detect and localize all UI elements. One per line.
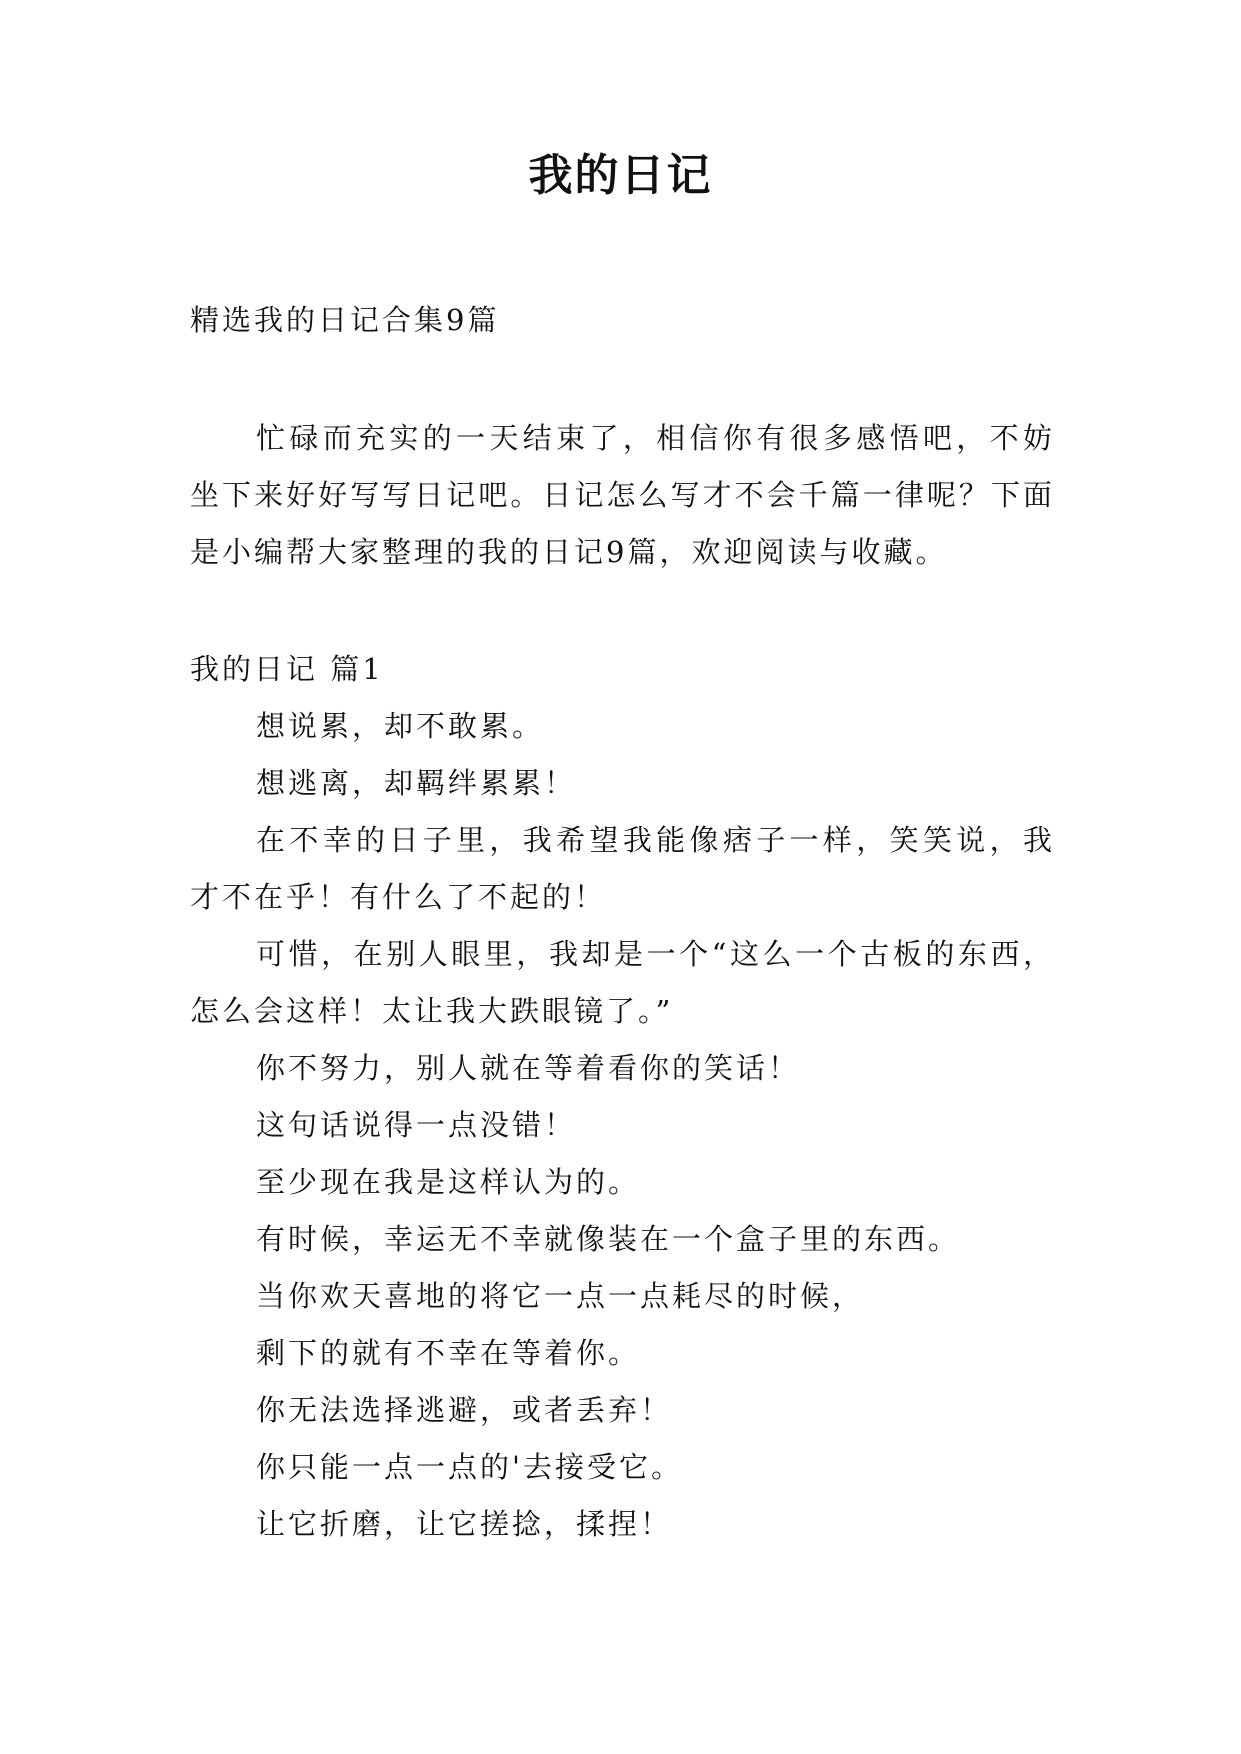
document-body — [190, 290, 1055, 1553]
diary-paragraph: 可惜，在别人眼里，我却是一个“这么一个古板的东西，怎么会这样！太让我大跌眼镜了。” — [190, 937, 1055, 1028]
diary-paragraph: 想说累，却不敢累。 — [256, 709, 545, 743]
diary-paragraph: 至少现在我是这样认为的。 — [256, 1165, 641, 1199]
diary-paragraph: 你无法选择逃避，或者丢弃！ — [256, 1393, 673, 1427]
section-heading: 我的日记 篇1 — [190, 652, 384, 686]
diary-paragraph: 想逃离，却羁绊累累！ — [256, 766, 577, 800]
diary-paragraph: 你不努力，别人就在等着看你的笑话！ — [256, 1051, 801, 1085]
diary-paragraph: 你只能一点一点的'去接受它。 — [256, 1450, 683, 1484]
document-subtitle: 精选我的日记合集9篇 — [190, 303, 500, 337]
diary-paragraph: 让它折磨，让它搓捻，揉捏！ — [256, 1507, 673, 1541]
diary-paragraph: 有时候，幸运无不幸就像装在一个盒子里的东西。 — [256, 1222, 961, 1256]
diary-paragraph: 剩下的就有不幸在等着你。 — [256, 1336, 641, 1370]
document-title: 我的日记 — [528, 150, 713, 201]
diary-paragraph: 当你欢天喜地的将它一点一点耗尽的时候， — [256, 1279, 865, 1313]
diary-paragraph: 在不幸的日子里，我希望我能像痞子一样，笑笑说，我才不在乎！有什么了不起的！ — [190, 823, 1055, 914]
intro-paragraph: 忙碌而充实的一天结束了，相信你有很多感悟吧，不妨坐下来好好写写日记吧。日记怎么写才不会千篇一律呢？下面是小编帮大家整理的我的日记9篇，欢迎阅读与收藏。 — [190, 421, 1055, 569]
diary-paragraph: 这句话说得一点没错！ — [256, 1108, 577, 1142]
